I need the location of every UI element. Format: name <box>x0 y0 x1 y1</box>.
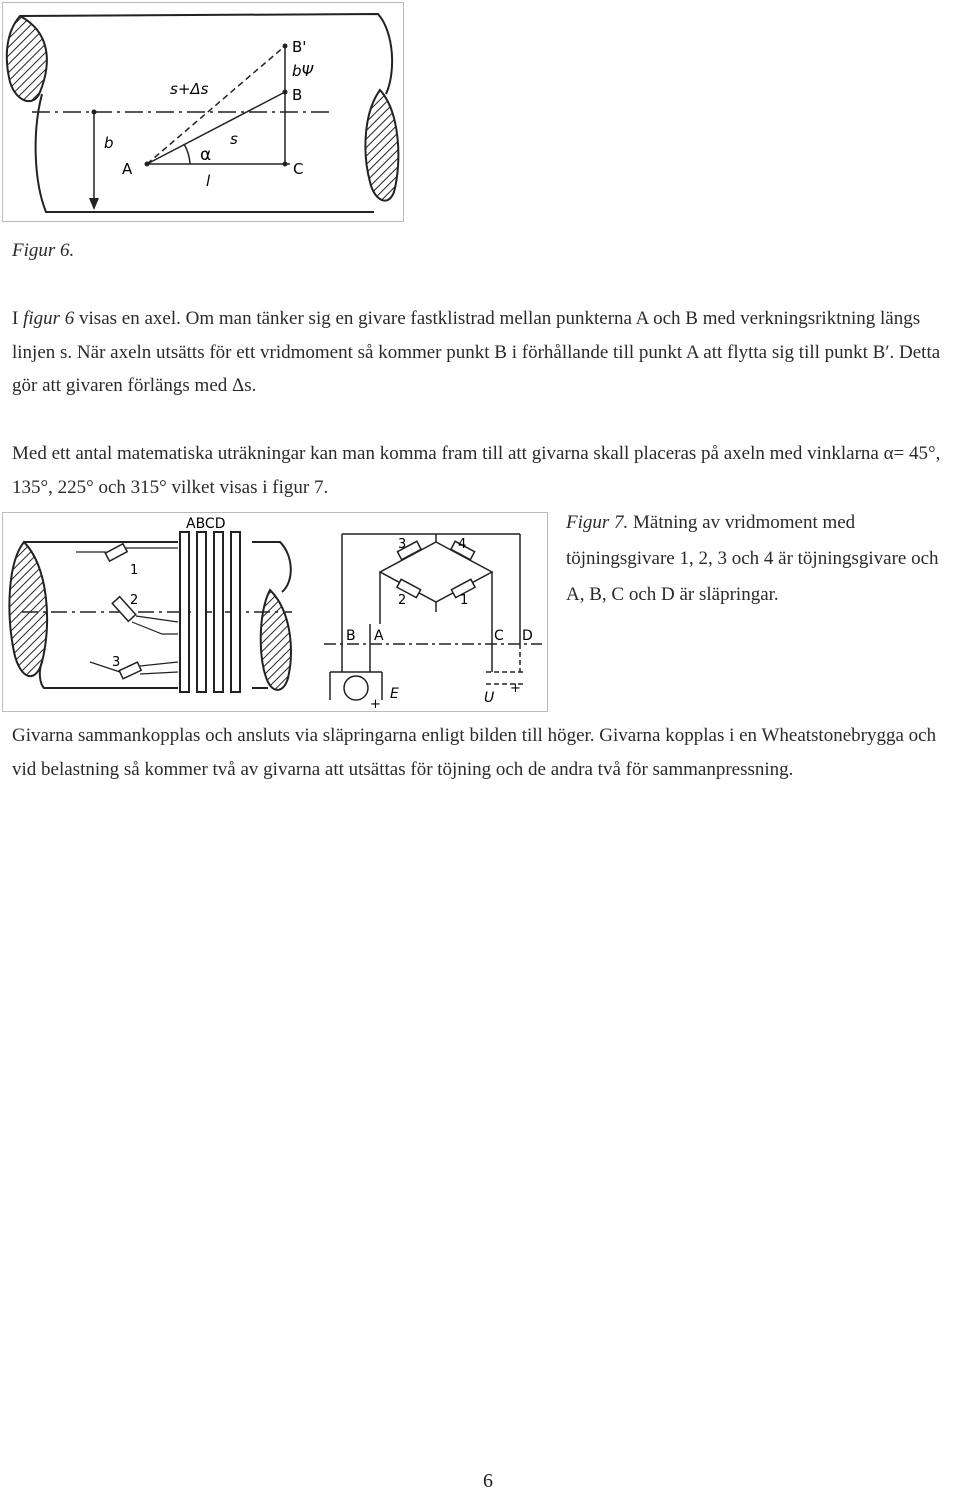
label-gauge-3: 3 <box>112 655 121 670</box>
paragraph-2: Med ett antal matematiska uträkningar kan man komma fram till att givarna skall placeras på axeln med vinklarna α= 45°, 135°, 225° och 315° vilket visas i figur 7. <box>12 443 941 498</box>
label-bridge-3: 3 <box>398 537 407 552</box>
label-alpha: α <box>200 145 212 165</box>
figure-6-reference: figur 6 <box>23 308 75 329</box>
label-terminal-c: C <box>494 628 504 644</box>
label-c: C <box>293 160 304 178</box>
label-b-side: b <box>104 134 114 152</box>
figure-6-diagram <box>2 2 404 222</box>
figure-7-caption-text: Mätning av vridmoment med töjningsgivare 1, 2, 3 och 4 är töjningsgivare och A, B, C och D är släpringar. <box>566 512 939 605</box>
label-bridge-2: 2 <box>398 593 407 608</box>
label-e: E <box>390 686 399 702</box>
label-b-prime: B' <box>292 38 307 56</box>
label-bridge-4: 4 <box>458 537 467 552</box>
label-u: U <box>484 690 495 706</box>
label-b: B <box>292 86 303 104</box>
paragraph-3: Givarna sammankopplas och ansluts via släpringarna enligt bilden till höger. Givarna kopplas i en Wheatstonebrygga och vid belastning så kommer två av givarna att utsättas för töjning och de andra två för sammanpressning. <box>12 725 937 780</box>
page-number: 6 <box>483 1470 493 1492</box>
label-plus-u: + <box>510 681 521 696</box>
figure-7-diagram <box>2 512 548 712</box>
paragraph-1-rest: visas en axel. Om man tänker sig en givare fastklistrad mellan punkterna A och B med verkningsriktning längs linjen s. När axeln utsätts för ett vridmoment så kommer punkt B i förhållande till punkt A att flytta sig till punkt B′. Detta gör att givaren förlängs med Δs. <box>12 308 941 396</box>
label-terminal-d: D <box>522 628 533 644</box>
figure-7-caption-label: Figur 7. <box>566 512 629 533</box>
label-terminal-b: B <box>346 628 356 644</box>
label-gauge-2: 2 <box>130 593 139 608</box>
label-s: s <box>230 130 238 148</box>
figure-6-caption: Figur 6. <box>12 240 75 261</box>
label-l: l <box>206 172 211 190</box>
label-rings-abcd: ABCD <box>186 516 226 532</box>
label-b-psi: bΨ <box>292 62 314 80</box>
label-s-delta-s: s+Δs <box>170 80 209 98</box>
label-plus-e: + <box>370 697 381 712</box>
figure-7-caption <box>566 505 956 613</box>
label-a: A <box>122 160 133 178</box>
label-terminal-a: A <box>374 628 384 644</box>
paragraph-1 <box>12 302 947 403</box>
label-bridge-1: 1 <box>460 593 469 608</box>
label-gauge-1: 1 <box>130 563 139 578</box>
paragraph-1-start: I <box>12 308 24 329</box>
